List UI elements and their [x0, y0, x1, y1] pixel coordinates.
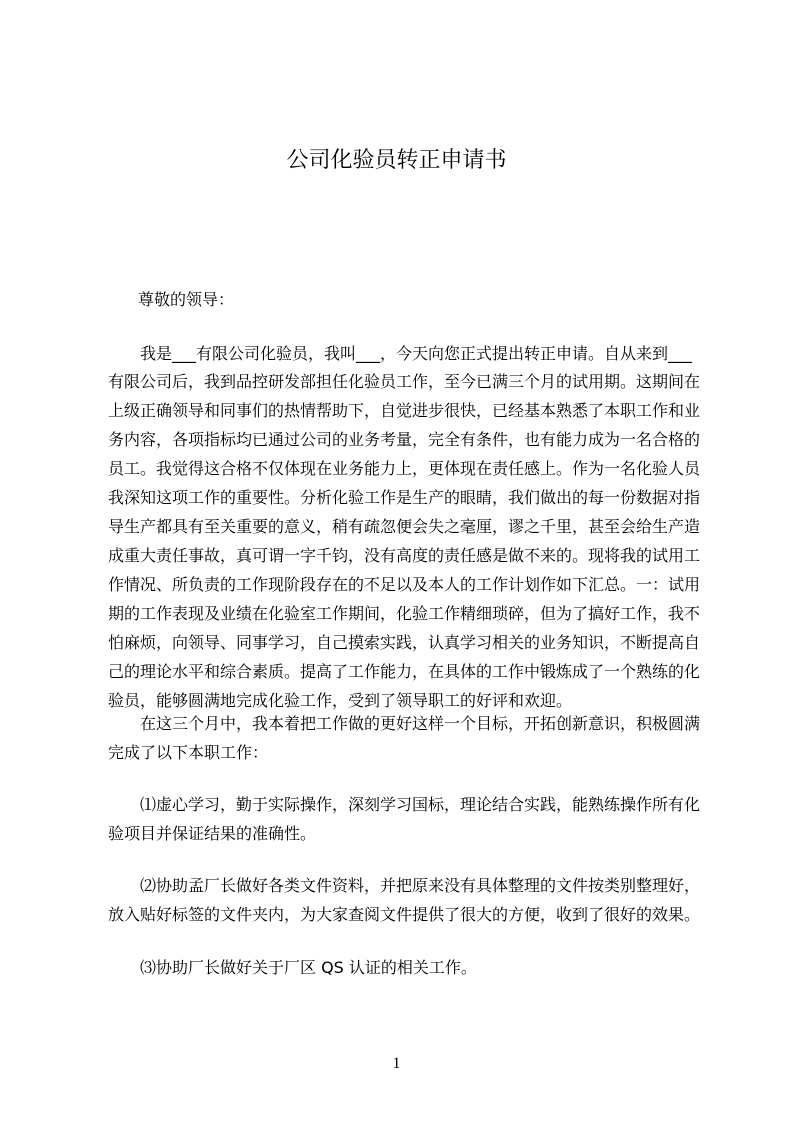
document-title: 公司化验员转正申请书: [286, 148, 507, 173]
text-line: 有限公司后，我到品控研发部担任化验员工作，至今已满三个月的试用期。这期间在: [108, 372, 701, 391]
text-line: 我深知这项工作的重要性。分析化验工作是生产的眼睛，我们做出的每一份数据对指: [108, 488, 701, 507]
text-line: 怕麻烦，向领导、同事学习，自己摸索实践，认真学习相关的业务知识，不断提高自: [108, 633, 701, 652]
text-line: 放入贴好标签的文件夹内，为大家查阅文件提供了很大的方便，收到了很好的效果。: [108, 905, 701, 924]
text-line: 成重大责任事故，真可谓一字千钧，没有高度的责任感是做不来的。现将我的试用工: [108, 546, 701, 565]
page-number: 1: [392, 1055, 401, 1072]
text-line: 在这三个月中，我本着把工作做的更好这样一个目标，开拓创新意识，积极圆满: [140, 714, 701, 733]
text-line: ⑴虚心学习，勤于实际操作，深刻学习国标，理论结合实践，能熟练操作所有化: [140, 795, 701, 814]
text-line: 验项目并保证结果的准确性。: [108, 824, 317, 843]
text-line: 我是___有限公司化验员，我叫___，今天向您正式提出转正申请。自从来到___: [140, 344, 693, 363]
text-line: 导生产都具有至关重要的意义，稍有疏忽便会失之毫厘，谬之千里，甚至会给生产造: [108, 517, 701, 536]
text-line: 务内容，各项指标均已通过公司的业务考量，完全有条件，也有能力成为一名合格的: [108, 430, 701, 449]
text-line: 员工。我觉得这合格不仅体现在业务能力上，更体现在责任感上。作为一名化验人员: [108, 459, 701, 478]
text-line: 期的工作表现及业绩在化验室工作期间，化验工作精细琐碎，但为了搞好工作，我不: [108, 604, 701, 623]
salutation: 尊敬的领导：: [138, 290, 235, 309]
text-line: 作情况、所负责的工作现阶段存在的不足以及本人的工作计划作如下汇总。一：试用: [108, 575, 701, 594]
text-line: 上级正确领导和同事们的热情帮助下，自觉进步很快，已经基本熟悉了本职工作和业: [108, 401, 701, 420]
text-line: 己的理论水平和综合素质。提高了工作能力，在具体的工作中锻炼成了一个熟练的化: [108, 662, 701, 681]
text-line: 验员，能够圆满地完成化验工作，受到了领导职工的好评和欢迎。: [108, 691, 573, 710]
text-line: ⑶协助厂长做好关于厂区 QS 认证的相关工作。: [140, 958, 477, 977]
text-line: ⑵协助孟厂长做好各类文件资料，并把原来没有具体整理的文件按类别整理好，: [140, 876, 701, 895]
text-line: 完成了以下本职工作：: [108, 743, 269, 762]
